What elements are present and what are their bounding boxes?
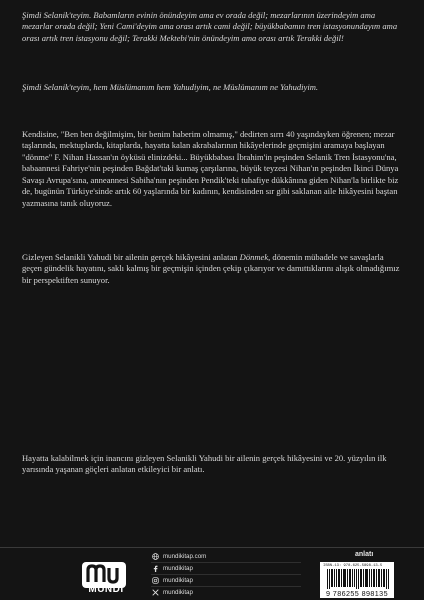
italic-quote-1: Şimdi Selanik'teyim. Babamların evinin önündeyim ama ev orada değil; mezarlarının üzerindeyim ama mezarlar orada değil; Yeni Cami'deyim ama orası artık cami değil; büyükbabamın tren istasyonundayım ama orası artık tren istasyonu değil; Terakki Mektebi'nin önündeyim ama orası artık Terakki değil!: [22, 10, 398, 43]
x-icon: [151, 589, 159, 597]
description-text-b: , dönemin mübadele ve savaşlarla geçen gündelik hayatını, saklı kalmış bir geçmişin içinden çekip çıkarıyor ve damıttıklarını alışık olmadığımız bir perspektiften sunuyor.: [22, 252, 400, 285]
globe-icon: [151, 553, 159, 561]
publisher-logo-text: MUNDİ: [88, 584, 124, 595]
barcode-bars: [327, 569, 389, 589]
italic-quote-2: Şimdi Selanik'teyim, hem Müslümanım hem Yahudiyim, ne Müslümanım ne Yahudiyim.: [22, 82, 319, 92]
description-paragraph: [22, 252, 404, 286]
book-title-inline: Dönmek: [239, 252, 269, 262]
social-text-website: mundikitap.com: [163, 553, 207, 560]
social-text-instagram: mundikitap: [163, 577, 193, 584]
barcode-number: 9 786255 898135: [326, 589, 388, 598]
genre-label: anlatı: [355, 551, 374, 558]
facebook-icon: [151, 565, 159, 573]
description-text-a: Gizleyen Selanikli Yahudi bir ailenin gerçek hikâyesini anlatan: [22, 252, 240, 262]
social-text-x: mundikitap: [163, 589, 193, 596]
synopsis-paragraph: Kendisine, "Ben ben değilmişim, bir benim haberim olmamış," dedirten sırrı 40 yaşındayken öğrenen; mezar taşlarında, mektuplarda, kitaplarda, hayatta kalan akrabalarının hikâyelerinde geçmişini aramaya başlayan "dönme" F. Nihan Hassan'ın öyküsü elinizdeki... Büyükbabası İbrahim'in peşinden Selanik Tren İstasyonu'na, babaannesi Fahriye'nin peşinden Bağdat'taki kumaş çarşılarına, büyük teyzesi Nihan'ın peşinden İkinci Dünya Savaşı Avrupa'sına, anneannesi Sabiha'nın peşinden Pendik'teki tuhafiye dükkânına giden Nihan'la birlikte biz de, bugünün Türkiye'sinde artık 60 yaşlarında bir kadının, kendisinden sır gibi saklanan aile hikâyesini baştan yazmasına tanık oluyoruz.: [22, 129, 399, 208]
social-links: [151, 551, 301, 598]
social-row-instagram: [151, 575, 301, 587]
cover-footer: [0, 547, 424, 600]
isbn-barcode: [320, 562, 394, 598]
isbn-line: ISBN-13: 978-625-5898-13-5: [323, 564, 383, 568]
closing-paragraph: Hayatta kalabilmek için inancını gizleyen Selanikli Yahudi bir ailenin gerçek hikâyesini ve 20. yüzyılın ilk yarısında yaşanan göçleri anlatan etkileyici bir anlatı.: [22, 453, 387, 475]
social-text-facebook: mundikitap: [163, 565, 193, 572]
social-row-x: [151, 587, 301, 598]
instagram-icon: [151, 577, 159, 585]
social-row-facebook: [151, 563, 301, 575]
social-row-website: [151, 551, 301, 563]
